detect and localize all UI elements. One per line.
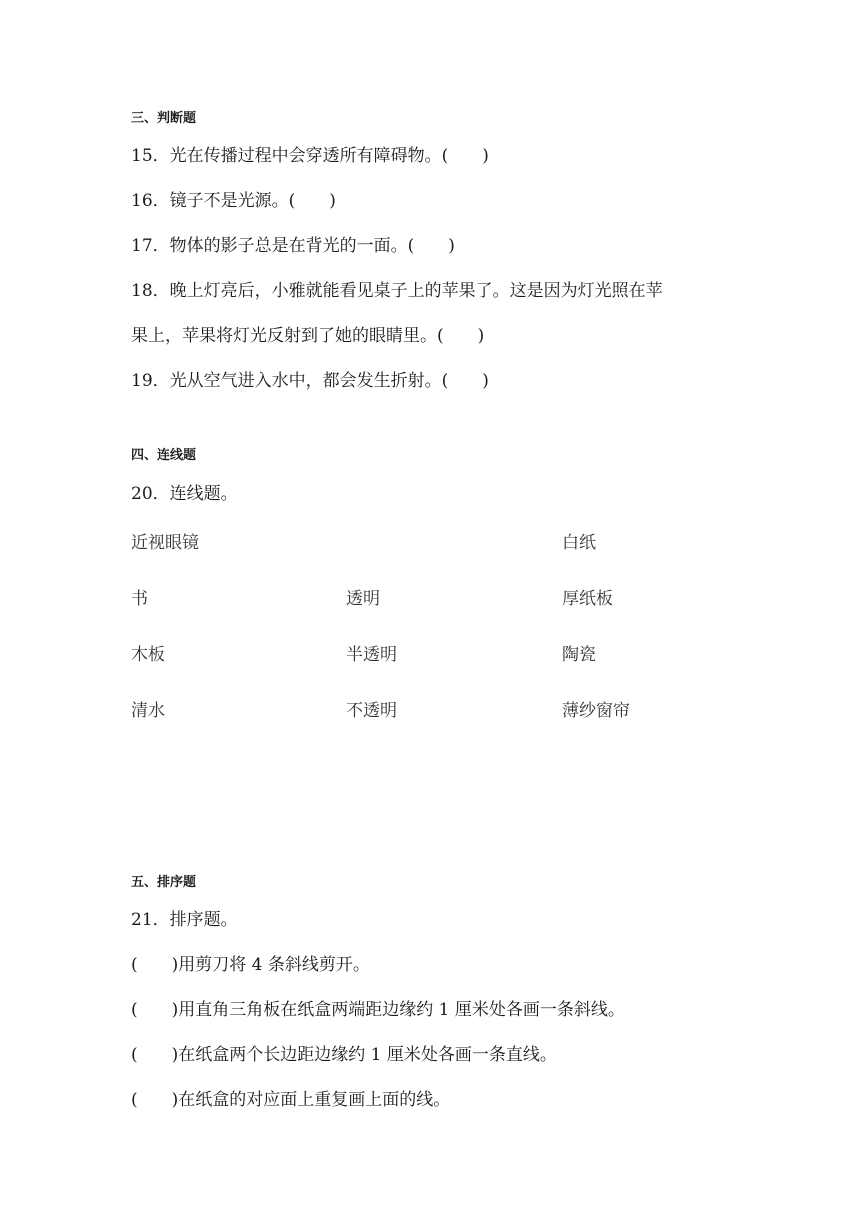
match-right-item: 陶瓷: [562, 645, 596, 665]
match-middle-item: 透明: [346, 589, 380, 609]
question-19: 19．光从空气进入水中，都会发生折射。( ): [131, 371, 489, 391]
match-right-item: 白纸: [562, 533, 596, 553]
section-title-judgement: 三、判断题: [131, 111, 197, 126]
match-left-item: 木板: [131, 645, 165, 665]
match-left-item: 近视眼镜: [131, 533, 199, 553]
ordering-step: ( )在纸盒的对应面上重复画上面的线。: [131, 1090, 451, 1110]
match-right-item: 厚纸板: [562, 589, 613, 609]
question-18-line2: 果上，苹果将灯光反射到了她的眼睛里。( ): [131, 326, 485, 346]
section-title-ordering: 五、排序题: [131, 875, 197, 890]
match-right-item: 薄纱窗帘: [562, 701, 630, 721]
match-middle-item: 半透明: [346, 645, 397, 665]
ordering-step: ( )用剪刀将 4 条斜线剪开。: [131, 955, 370, 975]
ordering-step: ( )用直角三角板在纸盒两端距边缘约 1 厘米处各画一条斜线。: [131, 1000, 625, 1020]
question-15: 15．光在传播过程中会穿透所有障碍物。( ): [131, 146, 489, 166]
section-title-matching: 四、连线题: [131, 448, 197, 463]
match-middle-item: 不透明: [346, 701, 397, 721]
match-left-item: 清水: [131, 701, 165, 721]
question-18-line1: 18．晚上灯亮后，小雅就能看见桌子上的苹果了。这是因为灯光照在苹: [131, 281, 663, 301]
question-16: 16．镜子不是光源。( ): [131, 191, 336, 211]
question-21: 21．排序题。: [131, 910, 238, 930]
question-20: 20．连线题。: [131, 484, 238, 504]
question-17: 17．物体的影子总是在背光的一面。( ): [131, 236, 455, 256]
match-left-item: 书: [131, 589, 148, 609]
ordering-step: ( )在纸盒两个长边距边缘约 1 厘米处各画一条直线。: [131, 1045, 557, 1065]
